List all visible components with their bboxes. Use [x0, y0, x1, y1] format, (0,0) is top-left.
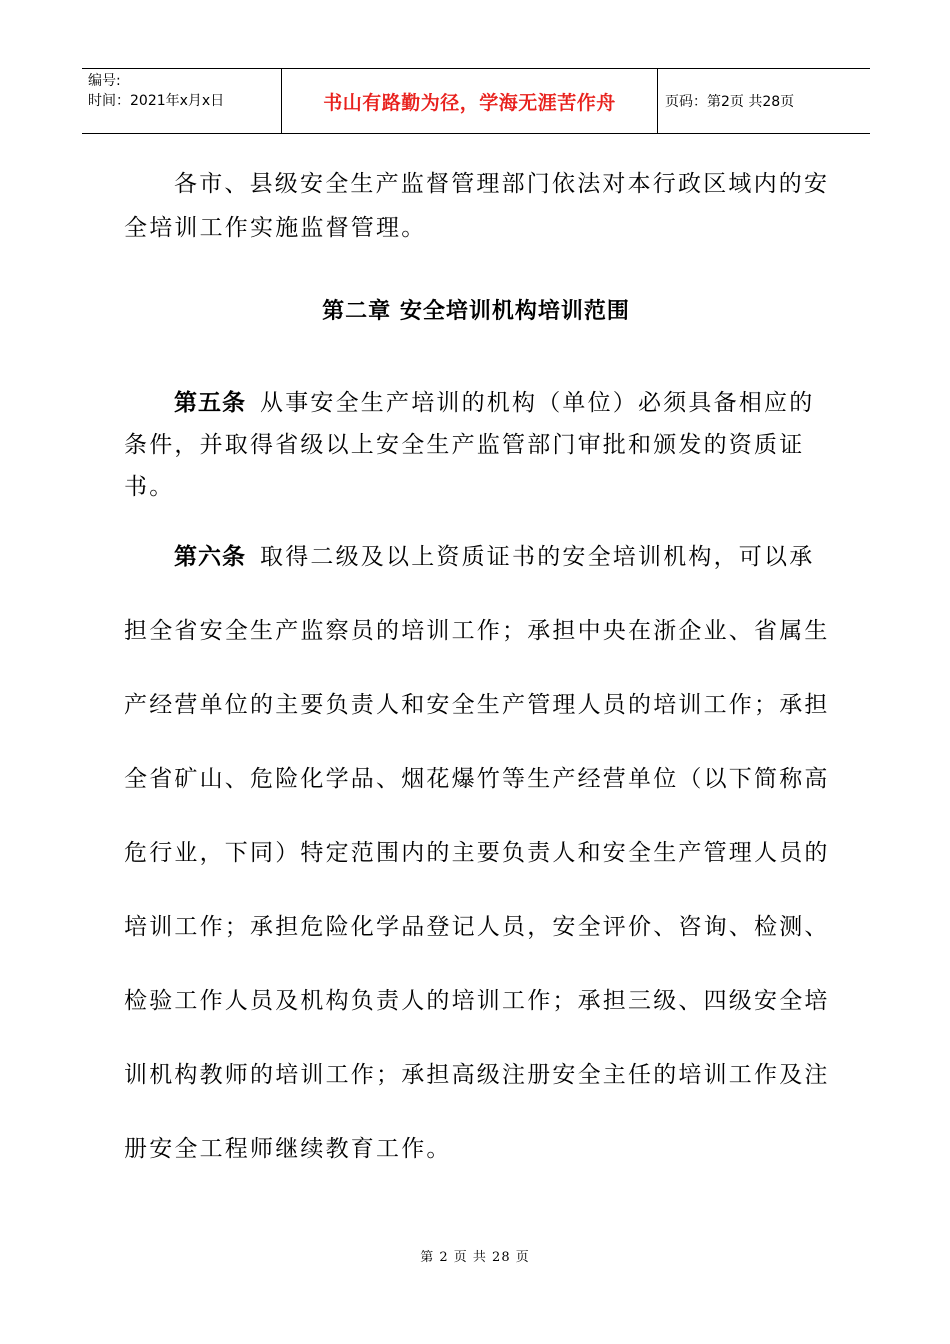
- article-5-text: 从事安全生产培训的机构（单位）必须具备相应的条件，并取得省级以上安全生产监管部门审批和颁发的资质证书。: [124, 390, 815, 500]
- document-number-label: 编号:: [88, 73, 121, 89]
- article-6-text: 取得二级及以上资质证书的安全培训机构，可以承担全省安全生产监察员的培训工作；承担中央在浙企业、省属生产经营单位的主要负责人和安全生产管理人员的培训工作；承担全省矿山、危险化学品、烟花爆竹等生产经营单位（以下简称高危行业，下同）特定范围内的主要负责人和安全生产管理人员的培训工作；承担危险化学品登记人员，安全评价、咨询、检测、检验工作人员及机构负责人的培训工作；承担三级、四级安全培训机构教师的培训工作；承担高级注册安全主任的培训工作及注册安全工程师继续教育工作。: [124, 544, 830, 1162]
- page-header: [82, 68, 870, 134]
- chapter-title: 第二章 安全培训机构培训范围: [322, 299, 630, 324]
- header-motto: 书山有路勤为径，学海无涯苦作舟: [323, 91, 616, 114]
- article-6-indent: [124, 544, 174, 570]
- header-page-cell: [658, 69, 870, 133]
- article-5: [124, 382, 834, 508]
- page-footer: 第 2 页 共 28 页: [420, 1250, 530, 1265]
- header-motto-cell: [282, 69, 658, 133]
- article-5-indent: [124, 390, 174, 416]
- header-page-info: 页码：第2页 共28页: [665, 94, 795, 110]
- header-meta-cell: [82, 69, 282, 133]
- paragraph-text: 各市、县级安全生产监督管理部门依法对本行政区域内的安全培训工作实施监督管理。: [124, 171, 830, 241]
- document-time-label: 时间：2021年x月x日: [88, 93, 225, 109]
- article-6: [124, 520, 834, 1186]
- article-5-label: 第五条: [174, 390, 246, 416]
- article-6-label: 第六条: [174, 544, 246, 570]
- paragraph-supervision: [124, 162, 834, 250]
